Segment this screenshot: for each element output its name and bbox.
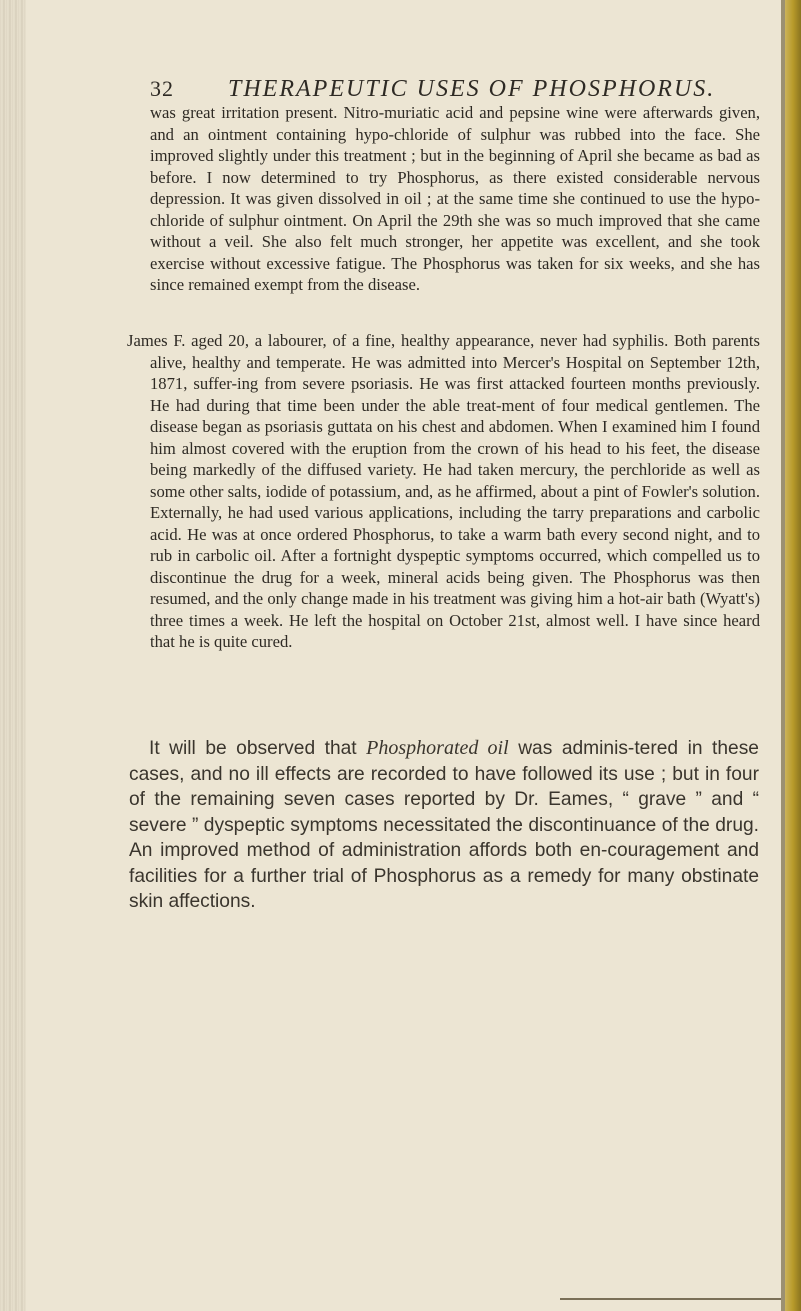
running-title: THERAPEUTIC USES OF PHOSPHORUS. — [228, 76, 716, 102]
phosphorated-oil-term: Phosphorated oil — [366, 737, 509, 759]
paragraph-conclusion — [129, 736, 759, 915]
scan-gutter-shadow — [0, 0, 26, 1311]
page-number: 32 — [150, 76, 174, 101]
paragraph-case-james: James F. aged 20, a labourer, of a fine, healthy appearance, never had syphilis. Both parents alive, healthy and temperate. He was admitted into Mercer's Hospital on September 12th, 1871, suffer-ing from severe psoriasis. He was first attacked fourteen months previously. He had during that time been under the able treat-ment of four medical gentlemen. The disease began as psoriasis guttata on his chest and abdomen. When I examined him I found him almost covered with the eruption from the crown of his head to his feet, the disease being markedly of the diffused variety. He had taken mercury, the perchloride as well as some other salts, iodide of potassium, and, as he affirmed, about a pint of Fowler's solution. Externally, he had used various applications, including the tarry preparations and carbolic acid. He was at once ordered Phosphorus, to take a warm bath every second night, and to rub in carbolic oil. After a fortnight dyspeptic symptoms occurred, which compelled us to discontinue the drug for a week, mineral acids being given. The Phosphorus was then resumed, and the only change made in his treatment was giving him a hot-air bath (Wyatt's) three times a week. He left the hospital on October 21st, almost well. I have since heard that he is quite cured. — [127, 331, 760, 651]
conclusion-text-start: It will be observed that — [149, 738, 357, 759]
conclusion-text-end: was adminis-tered in these cases, and no ill effects are recorded to have followed its use ; but in four of the remaining seven cases reported by Dr. Eames, “ grave ” and “ severe ” dyspeptic symptoms necessitated the discontinuance of the drug. An improved method of administration affords both en-couragement and facilities for a further trial of Phosphorus as a remedy for many obstinate skin affections. — [129, 738, 759, 912]
paragraph-continuation: was great irritation present. Nitro-muriatic acid and pepsine wine were afterwards given, and an ointment containing hypo-chloride of sulphur was rubbed into the face. She improved slightly under this treatment ; but in the beginning of April she became as bad as before. I now determined to try Phosphorus, as there existed considerable nervous depression. It was given dissolved in oil ; at the same time she continued to use the hypo-chloride of sulphur ointment. On April the 29th she was so much improved that she came without a veil. She also felt much stronger, her appetite was excellent, and she took exercise without excessive fatigue. The Phosphorus was taken for six weeks, and she has since remained exempt from the disease. — [150, 103, 760, 294]
bottom-edge-line — [560, 1298, 781, 1300]
book-cover-edge — [785, 0, 801, 1311]
